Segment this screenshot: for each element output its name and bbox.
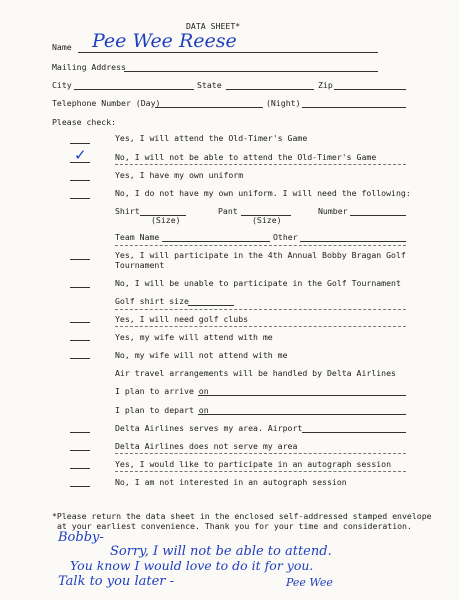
number-label: Number xyxy=(318,206,348,216)
checkbox-autograph-no[interactable] xyxy=(70,486,90,487)
air-travel-note: Air travel arrangements will be handled by Delta Airlines xyxy=(115,368,396,378)
option-delta-serves: Delta Airlines serves my area. Airport xyxy=(115,423,303,433)
depart-line[interactable] xyxy=(198,414,406,415)
divider xyxy=(115,309,406,310)
option-own-uniform: Yes, I have my own uniform xyxy=(115,170,244,180)
pant-size-note: (Size) xyxy=(252,215,282,225)
arrive-label: I plan to arrive on xyxy=(115,386,209,396)
option-attend: Yes, I will attend the Old-Timer's Game xyxy=(115,133,308,143)
arrive-line[interactable] xyxy=(198,395,406,396)
city-label: City xyxy=(52,80,72,90)
checkbox-wife-yes[interactable] xyxy=(70,340,90,341)
other-line[interactable] xyxy=(300,241,406,242)
pant-label: Pant xyxy=(218,206,238,216)
note-line-sorry: Sorry, I will not be able to attend. xyxy=(110,544,332,559)
team-name-label: Team Name xyxy=(115,232,160,242)
checkbox-no-uniform[interactable] xyxy=(70,198,90,199)
divider xyxy=(115,471,406,472)
form-title: DATA SHEET* xyxy=(186,21,241,31)
mailing-address-label: Mailing Address xyxy=(52,62,126,72)
option-wife-no: No, my wife will not attend with me xyxy=(115,350,288,360)
other-label: Other xyxy=(273,232,298,242)
divider xyxy=(115,245,406,246)
checkbox-golf-no[interactable] xyxy=(70,287,90,288)
number-line[interactable] xyxy=(350,215,406,216)
option-not-attend: No, I will not be able to attend the Old-Timer's Game xyxy=(115,152,377,162)
checkbox-delta-not[interactable] xyxy=(70,450,90,451)
shirt-label: Shirt xyxy=(115,206,140,216)
state-label: State xyxy=(197,80,222,90)
option-golf-yes-line1: Yes, I will participate in the 4th Annual Bobby Bragan Golf xyxy=(115,250,406,260)
phone-night-line[interactable] xyxy=(302,107,406,108)
checkbox-wife-no[interactable] xyxy=(70,358,90,359)
note-line-later: Talk to you later - xyxy=(58,574,175,589)
team-name-line[interactable] xyxy=(162,241,270,242)
zip-label: Zip xyxy=(318,80,333,90)
option-delta-not: Delta Airlines does not serve my area xyxy=(115,441,298,451)
checkmark-icon: ✓ xyxy=(74,146,87,164)
name-signature: Pee Wee Reese xyxy=(92,30,237,52)
checkbox-golf-yes[interactable] xyxy=(70,259,90,260)
phone-day-line[interactable] xyxy=(155,107,263,108)
city-line[interactable] xyxy=(74,89,194,90)
golf-shirt-size-line[interactable] xyxy=(188,305,234,306)
checkbox-attend[interactable] xyxy=(70,143,90,144)
checkbox-own-uniform[interactable] xyxy=(70,180,90,181)
checkbox-delta-serves[interactable] xyxy=(70,432,90,433)
name-label: Name xyxy=(52,42,72,52)
state-line[interactable] xyxy=(226,89,314,90)
checkbox-golf-clubs[interactable] xyxy=(70,322,90,323)
please-check-label: Please check: xyxy=(52,117,117,127)
shirt-size-note: (Size) xyxy=(151,215,181,225)
option-golf-yes-line2: Tournament xyxy=(115,260,165,270)
divider xyxy=(115,326,406,327)
mailing-address-line[interactable] xyxy=(124,71,378,72)
divider xyxy=(115,453,406,454)
option-no-uniform: No, I do not have my own uniform. I will need the following: xyxy=(115,188,411,198)
checkbox-autograph-yes[interactable] xyxy=(70,468,90,469)
footer-line-2: at your earliest convenience. Thank you for your time and consideration. xyxy=(57,521,412,531)
phone-day-label: Telephone Number (Day) xyxy=(52,98,161,108)
note-greeting: Bobby- xyxy=(58,530,104,545)
name-field-line[interactable] xyxy=(78,52,378,53)
option-wife-yes: Yes, my wife will attend with me xyxy=(115,332,273,342)
note-signature: Pee Wee xyxy=(286,576,333,589)
golf-shirt-size-label: Golf shirt size xyxy=(115,296,189,306)
option-autograph-yes: Yes, I would like to participate in an autograph session xyxy=(115,459,392,469)
footer-line-1: *Please return the data sheet in the enclosed self-addressed stamped envelope xyxy=(52,511,432,521)
note-line-love: You know I would love to do it for you. xyxy=(70,558,314,573)
option-golf-no: No, I will be unable to participate in the Golf Tournament xyxy=(115,278,401,288)
option-golf-clubs: Yes, I will need golf clubs xyxy=(115,314,249,324)
phone-night-label: (Night) xyxy=(266,98,301,108)
divider xyxy=(115,164,406,165)
option-autograph-no: No, I am not interested in an autograph session xyxy=(115,477,347,487)
zip-line[interactable] xyxy=(334,89,406,90)
airport-line[interactable] xyxy=(302,432,406,433)
depart-label: I plan to depart on xyxy=(115,405,209,415)
